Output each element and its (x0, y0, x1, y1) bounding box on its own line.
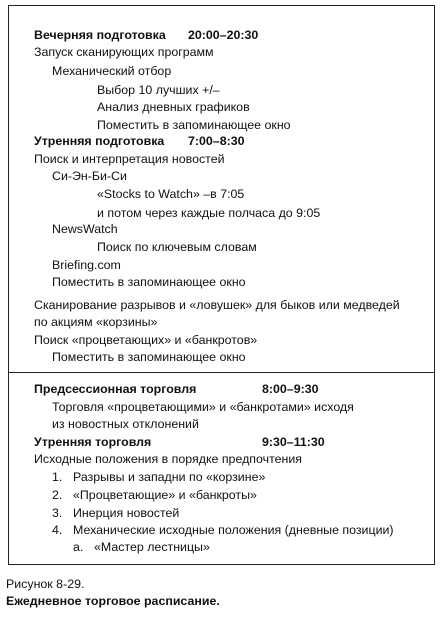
morning-item: Си-Эн-Би-Си (52, 169, 127, 183)
morning-item: и потом через каждые полчаса до 9:05 (97, 206, 321, 220)
sub-item: «Мастер лестницы» (94, 540, 210, 554)
list-item: «Процветающие» и «банкроты» (73, 488, 257, 502)
morning-item: NewsWatch (52, 222, 118, 236)
scan-item: Поместить в запоминающее окно (52, 350, 246, 364)
presession-time: 8:00–9:30 (262, 382, 319, 396)
morning-trading-intro: Исходные положения в порядке предпочтения (34, 452, 302, 466)
morning-item: Поместить в запоминающее окно (52, 275, 246, 289)
list-item-number: 4. (52, 523, 63, 537)
presession-item: Торговля «процветающими» и «банкротами» исходя (52, 400, 354, 414)
list-item-number: 2. (52, 488, 63, 502)
morning-time: 7:00–8:30 (188, 134, 245, 148)
presession-item: из новостных отклонений (52, 417, 199, 431)
evening-item: Поместить в запоминающее окно (97, 118, 291, 132)
scan-item: по акциям «корзины» (34, 315, 158, 329)
scan-item: Поиск «процветающих» и «банкротов» (34, 333, 258, 347)
morning-item: Briefing.com (52, 258, 121, 272)
morning-trading-title: Утренняя торговля (34, 435, 152, 449)
figure-label: Рисунок 8-29. (6, 577, 85, 591)
morning-title: Утренняя подготовка (34, 134, 165, 148)
evening-title: Вечерняя подготовка (34, 28, 166, 42)
morning-trading-time: 9:30–11:30 (262, 435, 325, 449)
sub-item-letter: a. (73, 540, 84, 554)
section-divider (8, 372, 435, 373)
list-item-number: 3. (52, 506, 63, 520)
list-item-number: 1. (52, 470, 63, 484)
scan-item: Сканирование разрывов и «ловушек» для быков или медведей (34, 298, 400, 312)
figure-title: Ежедневное торговое расписание. (6, 594, 220, 608)
presession-title: Предсессионная торговля (34, 382, 197, 396)
list-item: Разрывы и западни по «корзине» (73, 470, 266, 484)
evening-item: Запуск сканирующих программ (34, 45, 214, 59)
evening-item: Анализ дневных графиков (97, 100, 250, 114)
morning-item: Поиск по ключевым словам (97, 240, 257, 254)
morning-item: «Stocks to Watch» –в 7:05 (97, 187, 245, 201)
list-item: Инерция новостей (73, 506, 180, 520)
morning-item: Поиск и интерпретация новостей (34, 152, 225, 166)
evening-time: 20:00–20:30 (188, 28, 259, 42)
evening-item: Механический отбор (52, 64, 172, 78)
evening-item: Выбор 10 лучших +/– (97, 83, 220, 97)
list-item: Механические исходные положения (дневные позиции) (73, 523, 394, 537)
